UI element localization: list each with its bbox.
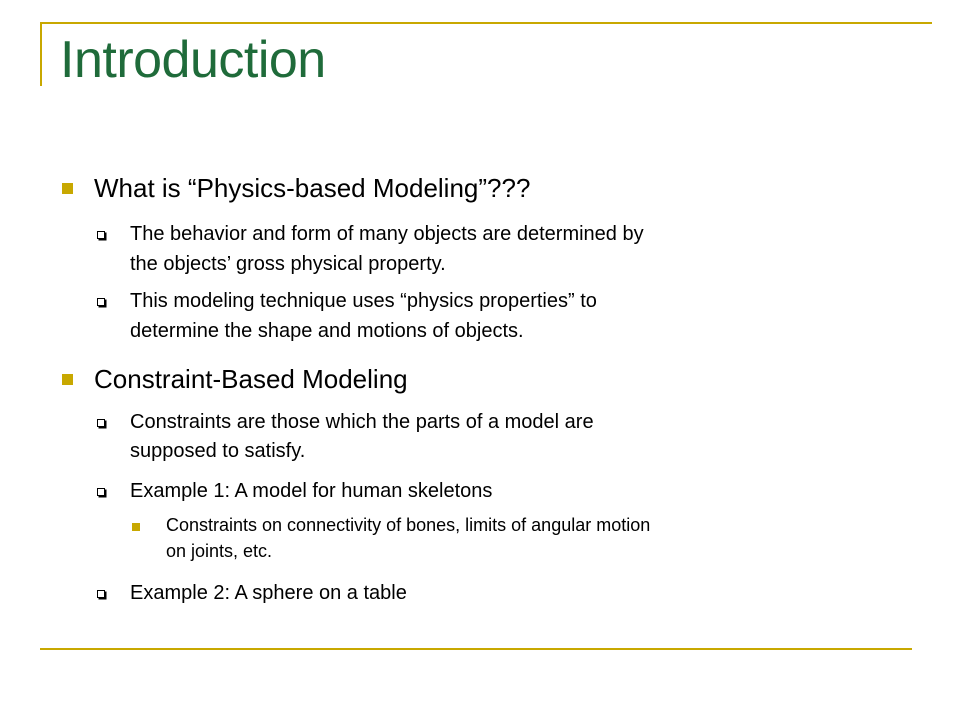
level1-bullet-icon: [62, 183, 73, 194]
level1-bullet-icon: [62, 374, 73, 385]
bullet-item-8: Example 2: A sphere on a table: [130, 582, 407, 604]
bullet-item-2-line-2: the objects’ gross physical property.: [130, 253, 446, 275]
level3-bullet-icon: [132, 523, 140, 531]
bullet-item-7-line-2: on joints, etc.: [166, 541, 273, 561]
bullet-item-1: What is “Physics-based Modeling”???: [94, 173, 531, 203]
bullet-item-4: Constraint-Based Modeling: [94, 364, 408, 394]
bullet-item-5-line-2: supposed to satisfy.: [130, 440, 306, 462]
left-rule: [40, 22, 42, 86]
level2-bullet-icon: [97, 298, 105, 306]
level2-bullet-icon: [97, 419, 105, 427]
bullet-item-6: Example 1: A model for human skeletons: [130, 480, 493, 502]
level2-bullet-icon: [97, 590, 105, 598]
level2-bullet-icon: [97, 488, 105, 496]
top-rule: [40, 22, 932, 24]
bullet-item-2-line-1: The behavior and form of many objects are determined by: [130, 223, 644, 245]
level2-bullet-icon: [97, 231, 105, 239]
bottom-rule: [40, 648, 912, 650]
bullet-item-7-line-1: Constraints on connectivity of bones, limits of angular motion: [166, 515, 651, 535]
slide-title: Introduction: [60, 31, 326, 89]
bullet-item-5-line-1: Constraints are those which the parts of a model are: [130, 411, 594, 433]
bullet-item-3-line-2: determine the shape and motions of objects.: [130, 320, 524, 342]
bullet-item-3-line-1: This modeling technique uses “physics properties” to: [130, 290, 597, 312]
